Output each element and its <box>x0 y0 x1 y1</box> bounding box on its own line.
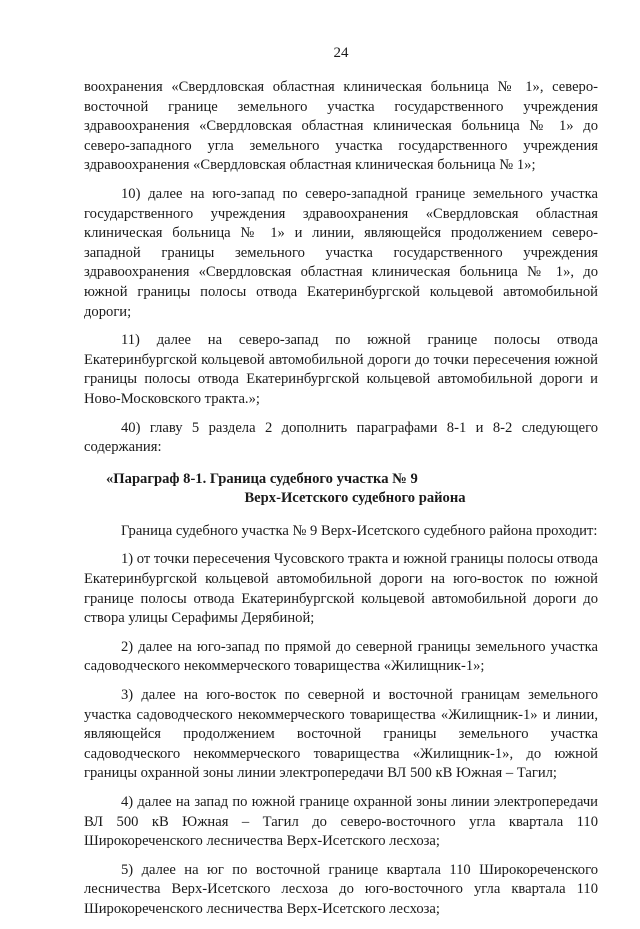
paragraph-item-40: 40) главу 5 раздела 2 дополнить параграфами 8-1 и 8-2 следующего содержания: <box>84 419 598 456</box>
page-number: 24 <box>333 45 349 61</box>
paragraph-boundary-5: 5) далее на юг по восточной границе квартала 110 Широкореченского лесничества Верх-Исетского лесхоза до юго-восточного угла квартала 110 Широкореченского лесничества Верх-Исетского лесхоза; <box>84 861 598 917</box>
paragraph-boundary-1: 1) от точки пересечения Чусовского тракта и южной границы полосы отвода Екатеринбургской кольцевой автомобильной дороги на юго-восток по южной границе полосы отвода Екатеринбургской кольцевой автомобильной дороги до створа улицы Серафимы Дерябиной; <box>84 551 599 627</box>
paragraph-boundary-3: 3) далее на юго-восток по северной и восточной границам земельного участка садоводческого некоммерческого товарищества «Жилищник-1» и линии, являющейся продолжением восточной границы земельного участка садоводческого некоммерческого товарищества «Жилищник-1», до южной границы охранной зоны линии электропередачи ВЛ 500 кВ Южная – Тагил; <box>84 687 598 782</box>
document-body <box>84 78 598 929</box>
section-heading <box>84 470 598 509</box>
heading-line-2: Верх-Исетского судебного района <box>244 490 466 507</box>
paragraph-continuation: воохранения «Свердловская областная клиническая больница № 1», северо-восточной границе земельного участка государственного учреждения здравоохранения «Свердловская областная клиническая больница № 1» до северо-западного угла земельного участка государственного учреждения здравоохранения «Свердловская областная клиническая больница № 1»; <box>84 79 598 174</box>
heading-line-1: «Параграф 8-1. Граница судебного участка № 9 <box>106 470 418 487</box>
paragraph-intro: Граница судебного участка № 9 Верх-Исетского судебного района проходит: <box>121 522 598 539</box>
paragraph-item-10: 10) далее на юго-запад по северо-западной границе земельного участка государственного учреждения здравоохранения «Свердловская областная клиническая больница № 1» и линии, являющейся продолжением северо-западной границы земельного участка государственного учреждения здравоохранения «Свердловская областная клиническая больница № 1», до южной границы полосы отвода Екатеринбургской кольцевой автомобильной дороги; <box>84 185 598 320</box>
paragraph-boundary-2: 2) далее на юго-запад по прямой до северной границы земельного участка садоводческого некоммерческого товарищества «Жилищник-1»; <box>84 638 598 675</box>
paragraph-boundary-4: 4) далее на запад по южной границе охранной зоны линии электропередачи ВЛ 500 кВ Южная – Тагил до северо-восточного угла квартала 110 Широкореченского лесничества Верх-Исетского лесхоза; <box>84 794 598 850</box>
paragraph-item-11: 11) далее на северо-запад по южной границе полосы отвода Екатеринбургской кольцевой автомобильной дороги до точки пересечения южной границы полосы отвода Екатеринбургской кольцевой автомобильной дороги и Ново-Московского тракта.»; <box>84 332 598 407</box>
